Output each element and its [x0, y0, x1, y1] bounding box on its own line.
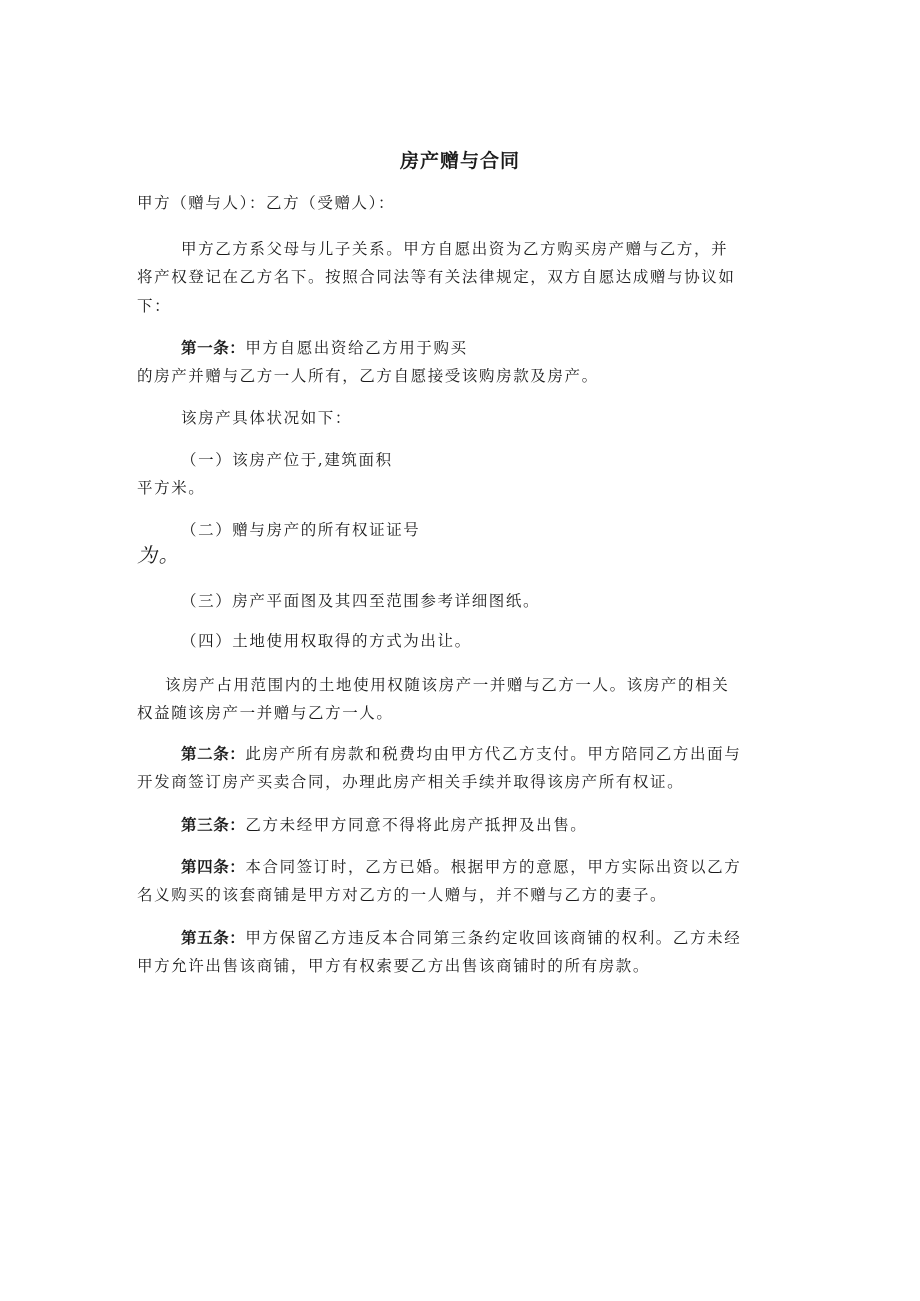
article-4-label: 第四条： [181, 858, 246, 876]
intro-line-2: 将产权登记在乙方名下。按照合同法等有关法律规定，双方自愿达成赠与协议如 [137, 268, 736, 286]
intro-line-1: 甲方乙方系父母与儿子关系。甲方自愿出资为乙方购买房产赠与乙方，并 [181, 240, 729, 258]
article-1-line-1 [181, 338, 468, 358]
item-2-line-2: 为。 [137, 543, 181, 567]
land-line-2: 权益随该房产一并赠与乙方一人。 [137, 704, 394, 722]
article-4-line-2: 名义购买的该套商铺是甲方对乙方的一人赠与，并不赠与乙方的妻子。 [137, 886, 668, 904]
article-2-line-2: 开发商签订房产买卖合同，办理此房产相关手续并取得该房产所有权证。 [137, 773, 685, 791]
article-3-label: 第三条： [181, 816, 246, 834]
article-2-text-1: 此房产所有房款和税费均由甲方代乙方支付。甲方陪同乙方出面与 [245, 745, 742, 763]
item-3-line: （三）房产平面图及其四至范围参考详细图纸。 [181, 592, 541, 610]
item-1-line-1: （一）该房产位于,建筑面积 [181, 451, 393, 469]
item-2-line-1: （二）赠与房产的所有权证证号 [181, 521, 421, 539]
intro-line-3: 下： [137, 297, 172, 315]
article-2-line-1 [181, 744, 741, 764]
article-1-line-2: 的房产并赠与乙方一人所有，乙方自愿接受该购房款及房产。 [137, 367, 599, 385]
article-5-line-2: 甲方允许出售该商铺，甲方有权索要乙方出售该商铺时的所有房款。 [137, 957, 651, 975]
article-2-label: 第二条： [181, 745, 246, 763]
article-3-line [181, 815, 587, 835]
item-4-line: （四）土地使用权取得的方式为出让。 [181, 632, 472, 650]
document-title: 房产赠与合同 [399, 150, 520, 172]
article-1-text-1: 甲方自愿出资给乙方用于购买 [245, 339, 468, 357]
article-3-text: 乙方未经甲方同意不得将此房产抵押及出售。 [245, 816, 588, 834]
item-1-line-2: 平方米。 [137, 479, 206, 497]
house-status-line: 该房产具体状况如下： [181, 409, 353, 427]
article-5-label: 第五条： [181, 929, 246, 947]
article-5-line-1 [181, 928, 741, 948]
article-4-line-1 [181, 857, 741, 877]
land-line-1: 该房产占用范围内的土地使用权随该房产一并赠与乙方一人。该房产的相关 [165, 676, 730, 694]
parties-line: 甲方（赠与人）：乙方（受赠人）： [137, 194, 396, 212]
article-5-text-1: 甲方保留乙方违反本合同第三条约定收回该商铺的权利。乙方未经 [245, 929, 742, 947]
article-4-text-1: 本合同签订时，乙方已婚。根据甲方的意愿，甲方实际出资以乙方 [245, 858, 742, 876]
article-1-label: 第一条： [181, 339, 246, 357]
